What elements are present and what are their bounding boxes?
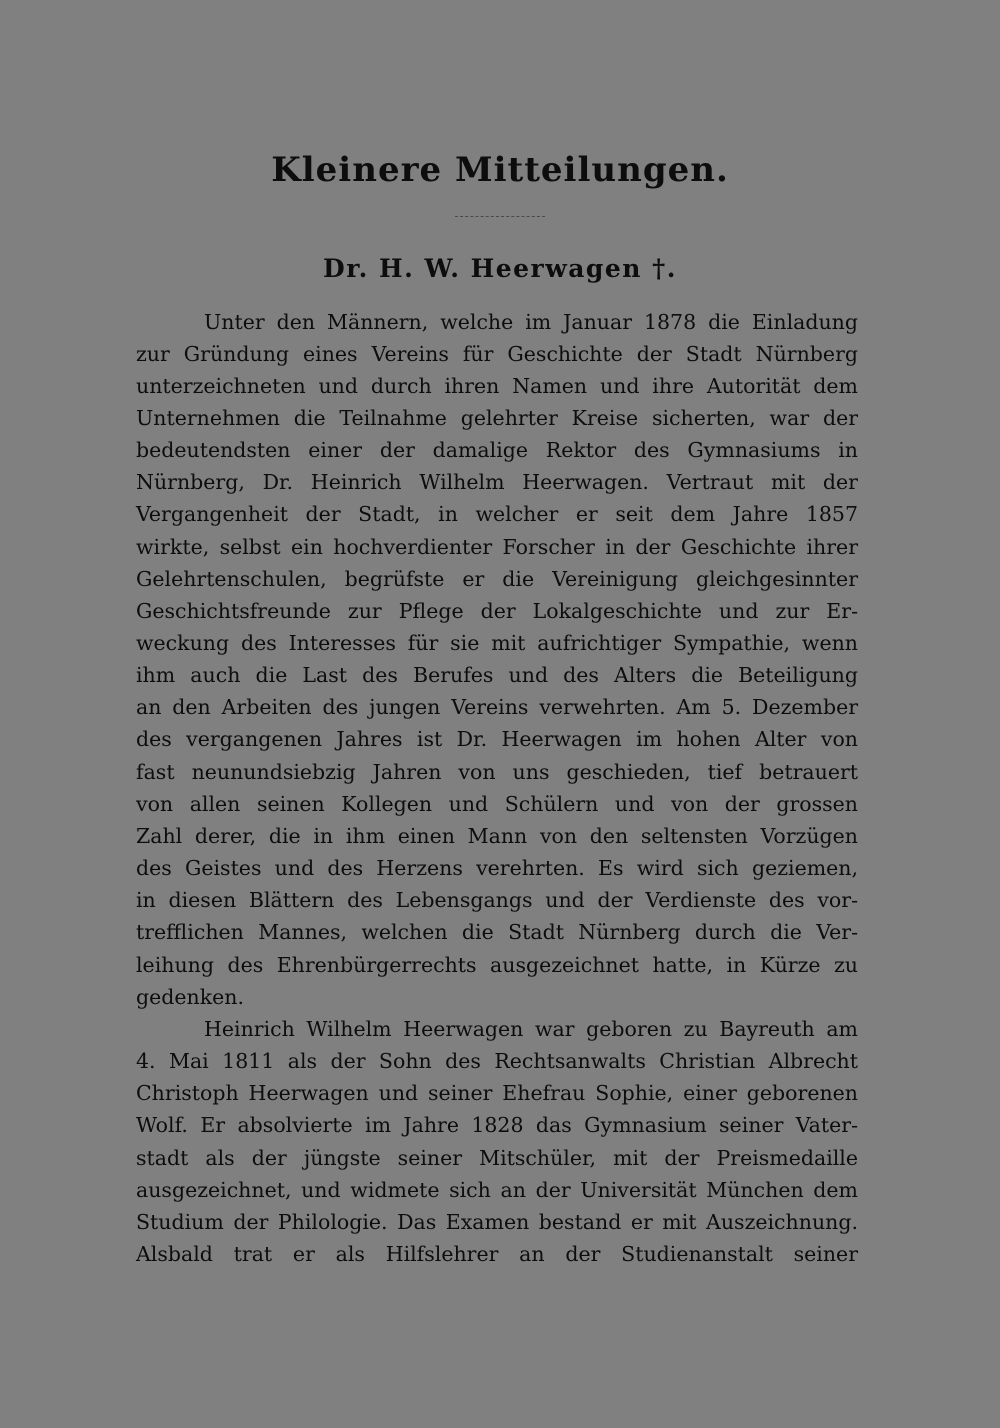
text-line: bedeutendsten einer der damalige Rektor des Gymnasiums in xyxy=(136,438,858,462)
text-line: von allen seinen Kollegen und Schülern und von der grossen xyxy=(136,792,858,816)
text-line: in diesen Blättern des Lebensgangs und der Verdienste des vor- xyxy=(136,888,858,912)
text-line: Vergangenheit der Stadt, in welcher er seit dem Jahre 1857 xyxy=(136,502,858,526)
text-line: gedenken. xyxy=(136,985,244,1009)
article-title: Dr. H. W. Heerwagen †. xyxy=(323,254,677,283)
text-line: stadt als der jüngste seiner Mitschüler, mit der Preismedaille xyxy=(136,1146,858,1170)
text-line: Christoph Heerwagen und seiner Ehefrau Sophie, einer geborenen xyxy=(136,1081,858,1105)
text-line: Geschichtsfreunde zur Pflege der Lokalgeschichte und zur Er- xyxy=(136,599,858,623)
text-line: leihung des Ehrenbürgerrechts ausgezeichnet hatte, in Kürze zu xyxy=(136,953,858,977)
text-line: weckung des Interesses für sie mit aufrichtiger Sympathie, wenn xyxy=(136,631,858,655)
text-line: 4. Mai 1811 als der Sohn des Rechtsanwalts Christian Albrecht xyxy=(136,1049,858,1073)
text-line: wirkte, selbst ein hochverdienter Forscher in der Geschichte ihrer xyxy=(136,535,858,559)
text-line: fast neunundsiebzig Jahren von uns geschieden, tief betrauert xyxy=(136,760,858,784)
text-line: Studium der Philologie. Das Examen bestand er mit Auszeichnung. xyxy=(136,1210,858,1234)
text-line: zur Gründung eines Vereins für Geschichte der Stadt Nürnberg xyxy=(136,342,858,366)
decorative-rule xyxy=(455,216,545,218)
text-line: Nürnberg, Dr. Heinrich Wilhelm Heerwagen. Vertraut mit der xyxy=(136,470,858,494)
text-line: Heinrich Wilhelm Heerwagen war geboren zu Bayreuth am xyxy=(204,1017,858,1041)
text-line: des Geistes und des Herzens verehrten. Es wird sich geziemen, xyxy=(136,856,858,880)
text-line: Alsbald trat er als Hilfslehrer an der Studienanstalt seiner xyxy=(136,1242,858,1266)
text-line: ausgezeichnet, und widmete sich an der Universität München dem xyxy=(136,1178,858,1202)
text-line: Gelehrtenschulen, begrüfste er die Vereinigung gleichgesinnter xyxy=(136,567,858,591)
section-heading: Kleinere Mitteilungen. xyxy=(271,150,729,190)
text-line: ihm auch die Last des Berufes und des Alters die Beteiligung xyxy=(136,663,858,687)
text-line: Unter den Männern, welche im Januar 1878 die Einladung xyxy=(204,310,858,334)
text-line: trefflichen Mannes, welchen die Stadt Nürnberg durch die Ver- xyxy=(136,920,858,944)
text-line: Wolf. Er absolvierte im Jahre 1828 das Gymnasium seiner Vater- xyxy=(136,1113,858,1137)
text-line: an den Arbeiten des jungen Vereins verwehrten. Am 5. Dezember xyxy=(136,695,858,719)
text-line: unterzeichneten und durch ihren Namen und ihre Autorität dem xyxy=(136,374,858,398)
text-line: Zahl derer, die in ihm einen Mann von den seltensten Vorzügen xyxy=(136,824,858,848)
text-line: Unternehmen die Teilnahme gelehrter Kreise sicherten, war der xyxy=(136,406,858,430)
text-line: des vergangenen Jahres ist Dr. Heerwagen im hohen Alter von xyxy=(136,727,858,751)
